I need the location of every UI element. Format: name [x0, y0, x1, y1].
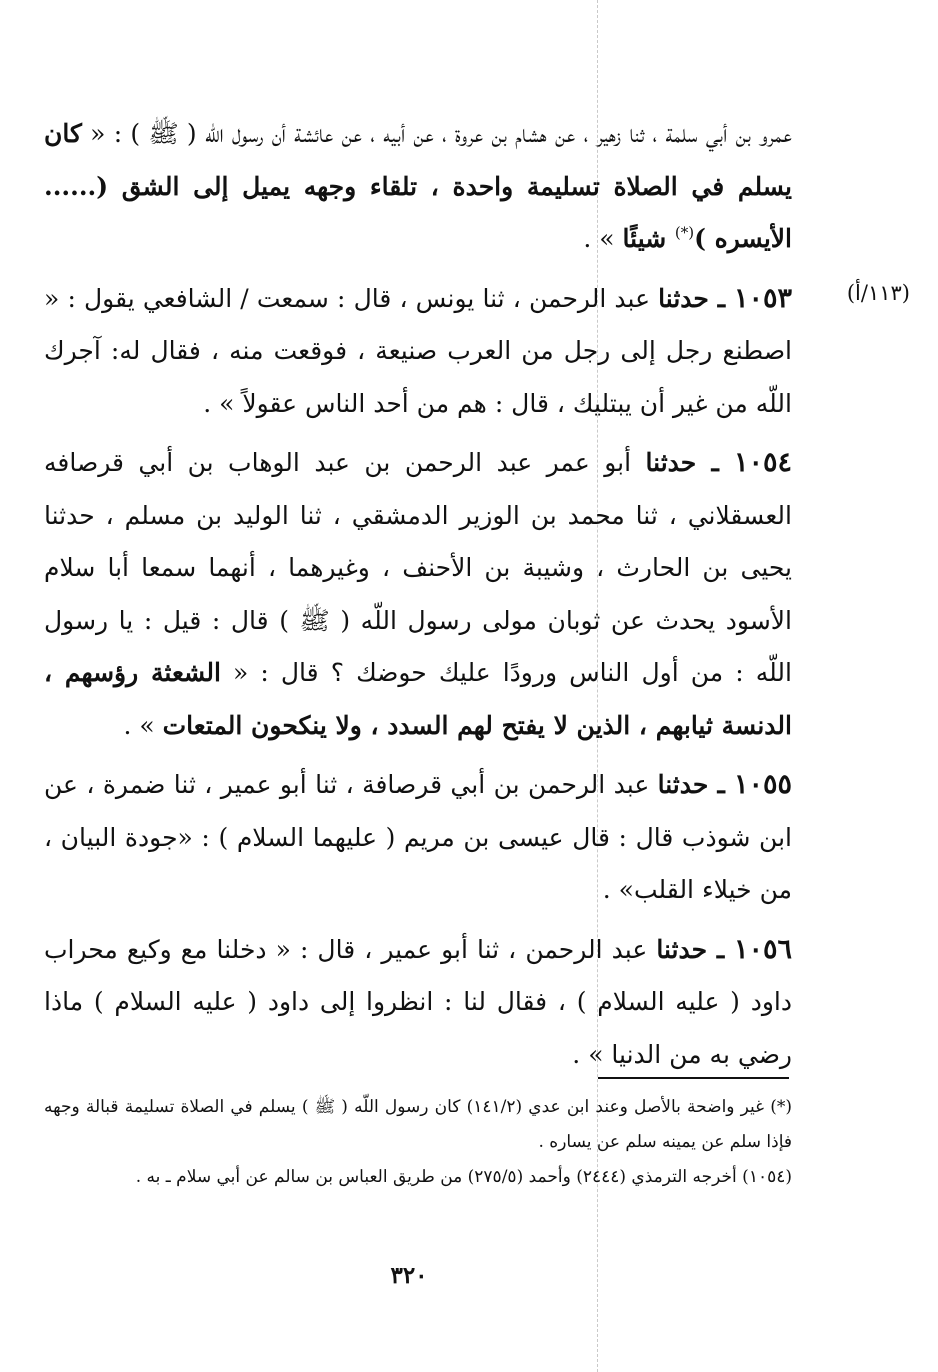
- hadith-text-bold: شيئًا: [622, 224, 675, 253]
- hadith-1053: [44, 273, 792, 431]
- manuscript-folio-reference: (١١٣/أ): [846, 281, 910, 305]
- paragraph-text: » .: [123, 710, 163, 740]
- narration-label: ـ حدثنا: [645, 448, 734, 477]
- paragraph-text: » .: [583, 224, 623, 253]
- footnote-1: (*) غير واضحة بالأصل وعند ابن عدي (١٤١/٢) كان رسول اللّه ( ﷺ ) يسلم في الصلاة تسليمة قبالة وجهه فإذا سلم عن يمينه سلم عن يساره .: [44, 1097, 792, 1152]
- paragraph-text: عبد الرحمن ، ثنا يونس ، قال : سمعت / الشافعي يقول : « اصطنع رجل إلى رجل من العرب صنيعة ، فوقعت منه ، فقال له: آجرك اللّه من غير أن يبتليك ، قال : هم من أحد الناس عقولاً » .: [44, 283, 792, 418]
- hadith-text-bold: كان يسلم في الصلاة تسليمة واحدة ، تلقاء وجهه يميل إلى الشق (...... الأيسره ): [44, 119, 792, 253]
- hadith-1054: [44, 437, 792, 752]
- hadith-number: ١٠٥٦: [733, 933, 792, 965]
- paragraph-continuation: [44, 108, 792, 266]
- hadith-number: ١٠٥٣: [733, 282, 792, 314]
- paragraph-text: عبد الرحمن ، ثنا أبو عمير ، قال : « دخلنا مع وكيع محراب داود ( عليه السلام ) ، فقال لنا : انظروا إلى داود ( عليه السلام ) ماذا رضي به من الدنيا » .: [44, 934, 792, 1069]
- narration-label: ـ حدثنا: [656, 934, 734, 964]
- footnote-2: (١٠٥٤) أخرجه الترمذي (٢٤٤٤) وأحمد (٢٧٥/٥) من طريق العباس بن سالم عن أبي سلام ـ به .: [135, 1167, 792, 1187]
- hadith-number: ١٠٥٤: [734, 447, 793, 478]
- footnote-separator: [598, 1077, 789, 1079]
- page-number: ٣٢٠: [390, 1262, 428, 1289]
- hadith-1055: [44, 759, 792, 917]
- footnotes: [44, 1090, 792, 1195]
- main-text: [44, 108, 792, 1088]
- footnote-marker: (*): [674, 223, 695, 242]
- paragraph-text: أبو عمر عبد الرحمن بن عبد الوهاب بن أبي قرصافه العسقلاني ، ثنا محمد بن الوزير الدمشقي ، ثنا الوليد بن مسلم ، حدثنا يحيى بن الحارث ، وشيبة بن الأحنف ، وغيرهما ، أنهما سمعا أبا سلام الأسود يحدث عن ثوبان مولى رسول اللّه ( ﷺ ) قال : قيل : يا رسول اللّه : من أول الناس ورودًا عليك حوضك ؟ قال : «: [44, 448, 792, 687]
- hadith-1056: [44, 924, 792, 1082]
- hadith-text-bold: الشعثة رؤسهم ، الدنسة ثيابهم ، الذين لا يفتح لهم السدد ، ولا ينكحون المتعات: [44, 658, 792, 740]
- narration-label: ـ حدثنا: [658, 283, 734, 313]
- hadith-number: ١٠٥٥: [733, 769, 792, 800]
- paragraph-text: عبد الرحمن بن أبي قرصافة ، ثنا أبو عمير ، ثنا ضمرة ، عن ابن شوذب قال : قال عيسى بن مريم ( عليهما السلام ) : «جودة البيان ، من خيلاء القلب» .: [44, 770, 792, 904]
- paragraph-text: عمرو بن أبي سلمة ، ثنا زهير ، عن هشام بن عروة ، عن أبيه ، عن عائشة أن رسول اللّه ( ﷺ ) : «: [81, 119, 792, 148]
- narration-label: ـ حدثنا: [657, 770, 734, 799]
